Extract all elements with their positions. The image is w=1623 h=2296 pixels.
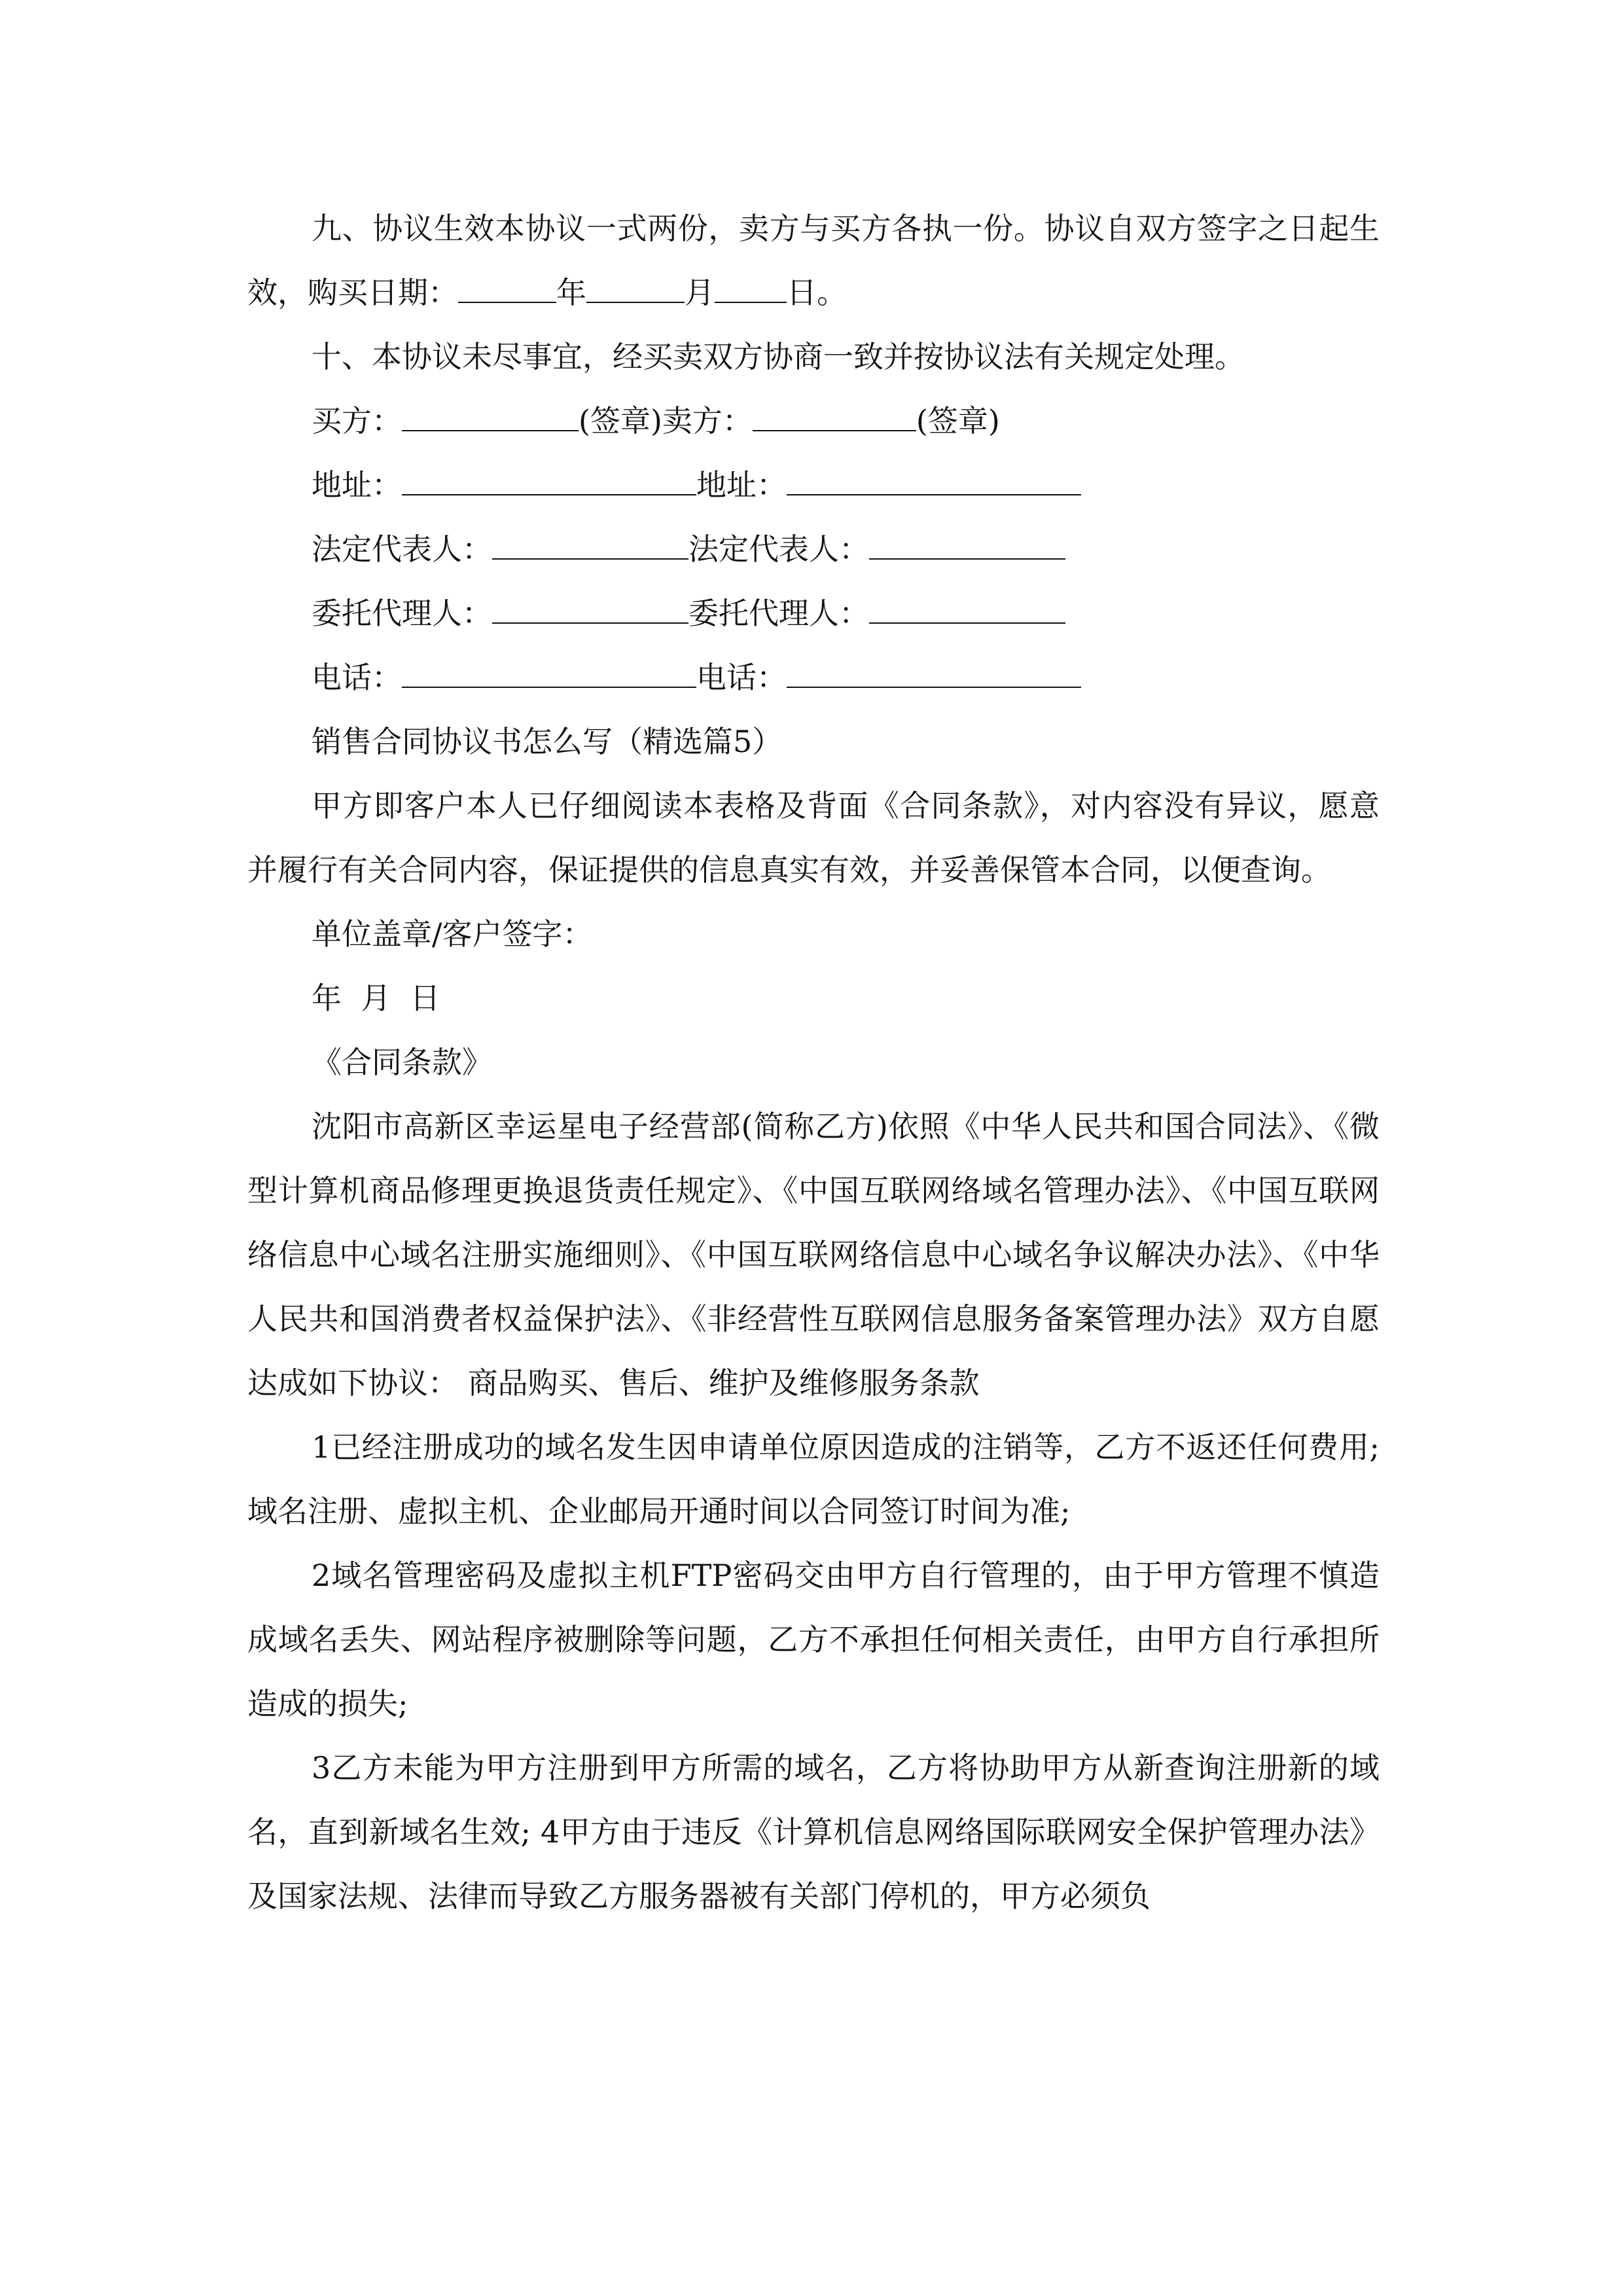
year-label: 年 bbox=[556, 275, 586, 310]
buyer-seal: (签章) bbox=[579, 403, 662, 439]
phone-blank-seller bbox=[787, 663, 1081, 688]
agent-label-seller: 委托代理人： bbox=[688, 596, 869, 631]
phone-label-seller: 电话： bbox=[696, 660, 787, 695]
document-body bbox=[247, 196, 1380, 1928]
terms-title: 《合同条款》 bbox=[312, 1045, 492, 1080]
clause-9 bbox=[247, 196, 1380, 325]
agent-blank-buyer bbox=[492, 599, 688, 624]
day-label: 日。 bbox=[787, 275, 847, 310]
stamp-line: 单位盖章/客户签字： bbox=[312, 916, 593, 952]
address-blank-seller bbox=[787, 471, 1081, 495]
term-2: 2域名管理密码及虚拟主机FTP密码交由甲方自行管理的，由于甲方管理不慎造成域名丢失、网站程序被删除等问题，乙方不承担任何相关责任，由甲方自行承担所造成的损失; bbox=[247, 1558, 1380, 1721]
legal-rep-blank-buyer bbox=[492, 535, 688, 560]
phone-label-buyer: 电话： bbox=[312, 660, 402, 695]
day-blank bbox=[715, 278, 787, 303]
term-1: 1已经注册成功的域名发生因申请单位原因造成的注销等，乙方不返还任何费用;域名注册、虚拟主机、企业邮局开通时间以合同签订时间为准; bbox=[247, 1429, 1380, 1529]
address-label-buyer: 地址： bbox=[312, 467, 402, 503]
address-blank-buyer bbox=[402, 471, 696, 495]
term-3: 3乙方未能为甲方注册到甲方所需的域名，乙方将协助甲方从新查询注册新的域名，直到新域名生效; 4甲方由于违反《计算机信息网络国际联网安全保护管理办法》及国家法规、法律而导致乙方服务器被有关部门停机的，甲方必须负 bbox=[247, 1750, 1380, 1914]
intro-paragraph: 甲方即客户本人已仔细阅读本表格及背面《合同条款》，对内容没有异议，愿意并履行有关合同内容，保证提供的信息真实有效，并妥善保管本合同，以便查询。 bbox=[247, 788, 1380, 888]
year-blank bbox=[458, 278, 556, 303]
terms-intro: 沈阳市高新区幸运星电子经营部(简称乙方)依照《中华人民共和国合同法》、《微型计算机商品修理更换退货责任规定》、《中国互联网络域名管理办法》、《中国互联网络信息中心域名注册实施细则》、《中国互联网络信息中心域名争议解决办法》、《中华人民共和国消费者权益保护法》、《非经营性互联网信息服务备案管理办法》双方自愿达成如下协议： 商品购买、售后、维护及维修服务条款 bbox=[247, 1109, 1380, 1401]
phone-blank-buyer bbox=[402, 663, 696, 688]
address-label-seller: 地址： bbox=[696, 467, 787, 503]
seller-blank bbox=[753, 406, 916, 431]
clause-9-text: 九、协议生效本协议一式两份，卖方与买方各执一份。协议自双方签字之日起生效，购买日期： bbox=[247, 211, 1380, 310]
seller-seal: (签章) bbox=[916, 403, 1000, 439]
month-label: 月 bbox=[685, 275, 715, 310]
phone-row bbox=[247, 645, 1380, 709]
buyer-blank bbox=[402, 406, 579, 431]
buyer-label: 买方： bbox=[312, 403, 402, 439]
seller-label: 卖方： bbox=[662, 403, 753, 439]
agent-blank-seller bbox=[869, 599, 1065, 624]
legal-rep-row bbox=[247, 517, 1380, 581]
buyer-seller-row bbox=[247, 389, 1380, 453]
date-line: 年 月 日 bbox=[312, 980, 440, 1016]
legal-rep-blank-seller bbox=[869, 535, 1065, 560]
address-row bbox=[247, 453, 1380, 517]
agent-row bbox=[247, 581, 1380, 645]
month-blank bbox=[586, 278, 685, 303]
section-title: 销售合同协议书怎么写（精选篇5） bbox=[312, 724, 783, 759]
clause-10: 十、本协议未尽事宜，经买卖双方协商一致并按协议法有关规定处理。 bbox=[312, 339, 1245, 374]
legal-rep-label-seller: 法定代表人： bbox=[688, 531, 869, 567]
agent-label-buyer: 委托代理人： bbox=[312, 596, 492, 631]
legal-rep-label-buyer: 法定代表人： bbox=[312, 531, 492, 567]
